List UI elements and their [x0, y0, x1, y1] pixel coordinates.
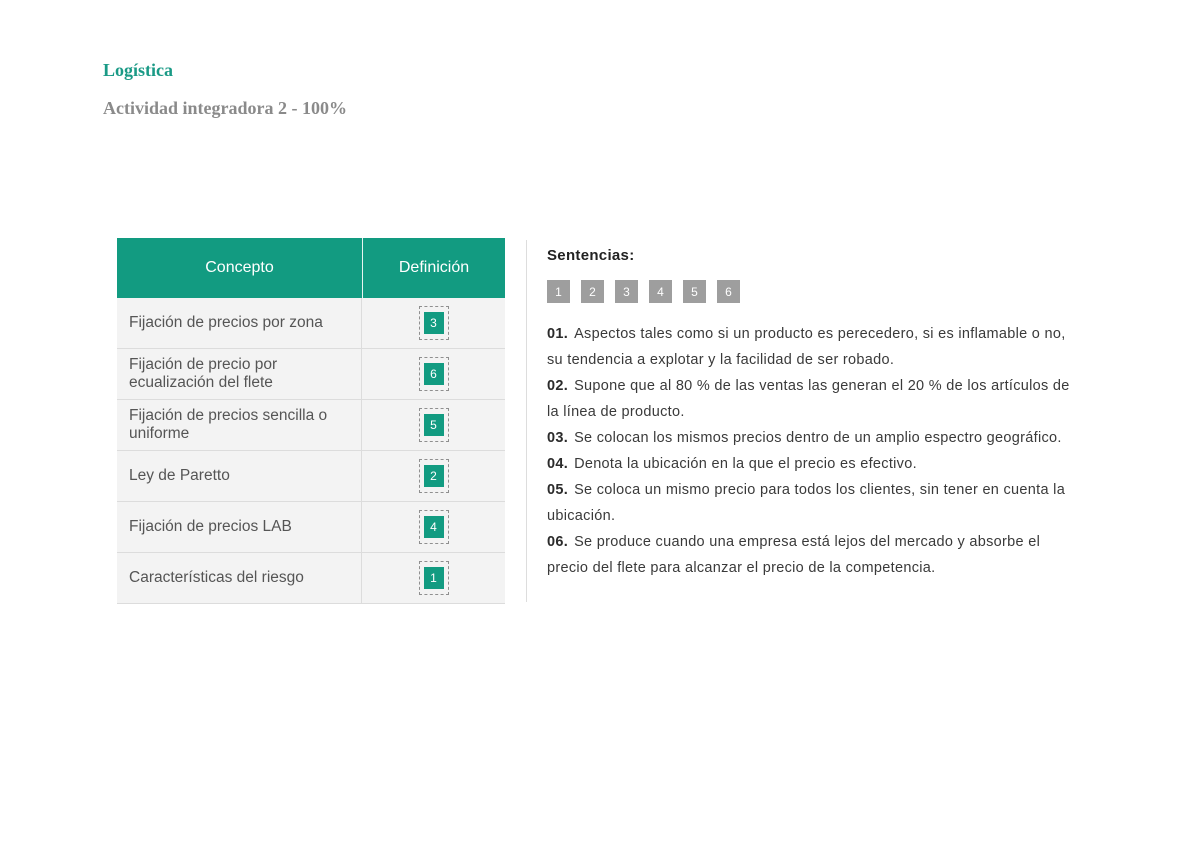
vertical-divider: [526, 240, 527, 602]
answer-chip[interactable]: 5: [424, 414, 444, 436]
sentence-chip[interactable]: 6: [717, 280, 740, 303]
table-row: [117, 349, 505, 400]
sentence-item: [547, 321, 1082, 373]
sentence-number: 03.: [547, 430, 569, 446]
sentence-item: [547, 373, 1082, 425]
sentences-list: [547, 321, 1082, 581]
answer-dropzone[interactable]: [419, 561, 449, 595]
answer-chip[interactable]: 1: [424, 567, 444, 589]
sentence-text: Se produce cuando una empresa está lejos del mercado y absorbe el precio del flete para alcanzar el precio de la competencia.: [547, 534, 1041, 576]
sentence-chip[interactable]: 5: [683, 280, 706, 303]
sentence-chip[interactable]: 1: [547, 280, 570, 303]
header-definicion: Definición: [398, 259, 470, 276]
sentence-item: [547, 425, 1082, 451]
answer-dropzone[interactable]: [419, 306, 449, 340]
concept-label: Fijación de precios LAB: [117, 502, 362, 552]
sentence-text: Aspectos tales como si un producto es perecedero, si es inflamable o no, su tendencia a explotar y la facilidad de ser robado.: [547, 326, 1066, 368]
answer-dropzone[interactable]: [419, 510, 449, 544]
answer-chip[interactable]: 6: [424, 363, 444, 385]
answer-chip[interactable]: 2: [424, 465, 444, 487]
answer-chip[interactable]: 4: [424, 516, 444, 538]
table-row: [117, 400, 505, 451]
sentence-item: [547, 477, 1082, 529]
sentence-text: Supone que al 80 % de las ventas las generan el 20 % de los artículos de la línea de producto.: [547, 378, 1070, 420]
sentence-number: 04.: [547, 456, 569, 472]
concept-label: Fijación de precio por ecualización del flete: [117, 349, 362, 399]
sentences-title: Sentencias:: [547, 247, 635, 264]
sentence-text: Se colocan los mismos precios dentro de un amplio espectro geográfico.: [574, 430, 1062, 446]
table-row: [117, 502, 505, 553]
sentence-text: Se coloca un mismo precio para todos los clientes, sin tener en cuenta la ubicación.: [547, 482, 1066, 524]
sentence-number: 02.: [547, 378, 569, 394]
page-title: Logística: [103, 60, 173, 80]
answer-dropzone[interactable]: [419, 357, 449, 391]
concept-label: Fijación de precios sencilla o uniforme: [117, 400, 362, 450]
header-concepto: Concepto: [117, 238, 363, 298]
sentence-chip[interactable]: 4: [649, 280, 672, 303]
sentence-text: Denota la ubicación en la que el precio es efectivo.: [574, 456, 917, 472]
table-row: [117, 451, 505, 502]
sentence-item: [547, 451, 1082, 477]
answer-chip[interactable]: 3: [424, 312, 444, 334]
page-subtitle: Actividad integradora 2 - 100%: [103, 98, 347, 118]
concept-label: Características del riesgo: [117, 553, 362, 603]
sentence-number: 05.: [547, 482, 569, 498]
answer-dropzone[interactable]: [419, 459, 449, 493]
sentence-item: [547, 529, 1082, 581]
concept-label: Ley de Paretto: [117, 451, 362, 501]
matching-table: [117, 238, 505, 604]
table-header: [117, 238, 505, 298]
answer-dropzone[interactable]: [419, 408, 449, 442]
sentence-number: 06.: [547, 534, 569, 550]
sentence-chip[interactable]: 2: [581, 280, 604, 303]
table-row: [117, 298, 505, 349]
sentence-chip[interactable]: 3: [615, 280, 638, 303]
concept-label: Fijación de precios por zona: [117, 298, 362, 348]
table-row: [117, 553, 505, 604]
sentence-chips: [547, 280, 740, 303]
sentence-number: 01.: [547, 326, 569, 342]
